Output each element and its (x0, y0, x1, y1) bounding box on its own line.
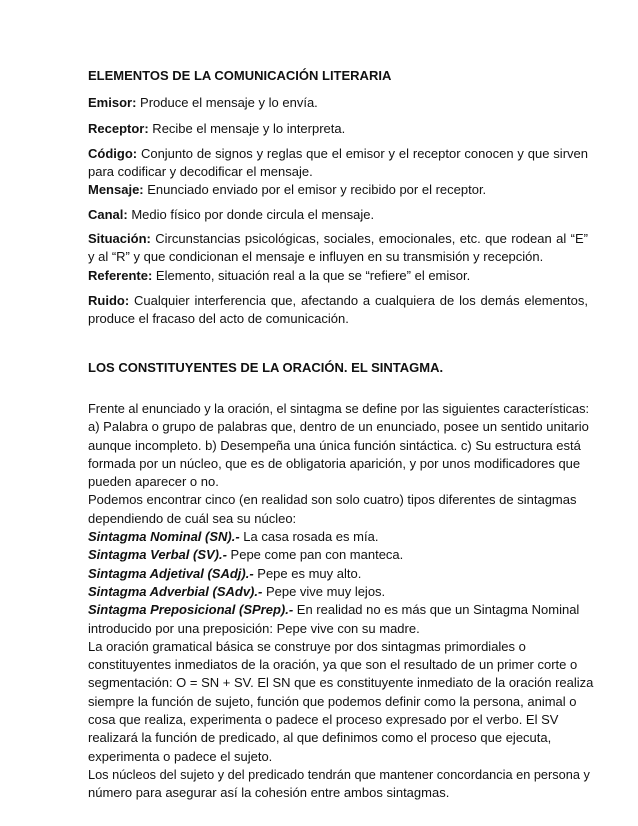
definition-situacion (88, 230, 588, 266)
text-line: dependiendo de cuál sea su núcleo: (88, 510, 297, 526)
definition-emisor (88, 94, 588, 112)
text-line: siempre la función de sujeto, función que podemos definir como la persona, animal o (88, 693, 577, 709)
text-line: número para asegurar así la cohesión entre ambos sintagmas. (88, 785, 450, 801)
definition-text: Cualquier interferencia que, afectando a cualquiera de los demás elementos, produce el fracaso del acto de comunicación. (88, 293, 588, 326)
type-example: Pepe vive muy lejos. (262, 583, 386, 599)
sintagma-type-sprep (88, 601, 593, 619)
term: Código: (88, 146, 138, 161)
type-example: Pepe es muy alto. (253, 565, 362, 581)
term: Emisor: (88, 95, 137, 110)
term: Situación: (88, 231, 151, 246)
definition-text: Recibe el mensaje y lo interpreta. (148, 121, 346, 136)
type-example: La casa rosada es mía. (239, 529, 379, 545)
text-line: Podemos encontrar cinco (en realidad son solo cuatro) tipos diferentes de sintagmas (88, 492, 577, 508)
text-line: Los núcleos del sujeto y del predicado tendrán que mantener concordancia en persona y (88, 766, 590, 782)
term: Canal: (88, 207, 128, 222)
definition-text: Enunciado enviado por el emisor y recibido por el receptor. (143, 182, 487, 197)
text-line: aunque incompleto. b) Desempeña una única función sintáctica. c) Su estructura está (88, 437, 581, 453)
text-line: a) Palabra o grupo de palabras que, dentro de un enunciado, posee un sentido unitario (88, 419, 589, 435)
definition-text: Elemento, situación real a la que se “refiere” el emisor. (152, 268, 471, 283)
type-example: Pepe come pan con manteca. (226, 547, 404, 563)
definition-canal (88, 206, 588, 224)
type-term: Sintagma Adverbial (SAdv).- (88, 583, 263, 599)
definition-text: Medio físico por donde circula el mensaje. (127, 207, 375, 222)
sintagma-type-sn (88, 528, 593, 546)
term: Receptor: (88, 121, 149, 136)
text-line: introducido por una preposición: Pepe vive con su madre. (88, 620, 420, 636)
definition-text: Produce el mensaje y lo envía. (136, 95, 318, 110)
definition-ruido (88, 292, 588, 328)
sintagma-type-sv (88, 546, 593, 564)
text-line: pueden aparecer o no. (88, 474, 219, 490)
definition-receptor (88, 120, 588, 138)
text-line: cosa que realiza, experimenta o padece el proceso expresado por el verbo. El SV (88, 712, 559, 728)
definition-referente (88, 267, 588, 285)
definition-text: Conjunto de signos y reglas que el emisor y el receptor conocen y que sirven para codificar y decodificar el mensaje. (88, 146, 588, 179)
text-line: realizará la función de predicado, al que definimos como el proceso que ejecuta, (88, 730, 552, 746)
text-line: constituyentes inmediatos de la oración, ya que son el resultado de un primer corte o (88, 657, 578, 673)
sintagma-type-sadj (88, 565, 593, 583)
definition-codigo (88, 145, 588, 181)
definition-text: Circunstancias psicológicas, sociales, emocionales, etc. que rodean al “E” y al “R” y que condicionan el mensaje e influyen en su transmisión y recepción. (88, 231, 588, 264)
heading-constituyentes: LOS CONSTITUYENTES DE LA ORACIÓN. EL SINTAGMA. (88, 360, 444, 375)
type-term: Sintagma Verbal (SV).- (88, 547, 227, 563)
text-line: segmentación: O = SN + SV. El SN que es constituyente inmediato de la oración realiza (88, 675, 594, 691)
term: Referente: (88, 268, 153, 283)
term: Ruido: (88, 293, 130, 308)
type-term: Sintagma Preposicional (SPrep).- (88, 602, 294, 618)
text-line: La oración gramatical básica se construye por dos sintagmas primordiales o (88, 638, 526, 654)
definition-mensaje (88, 181, 588, 199)
sintagma-type-sadv (88, 583, 593, 601)
text-line: Frente al enunciado y la oración, el sintagma se define por las siguientes características: (88, 401, 590, 416)
heading-elementos: ELEMENTOS DE LA COMUNICACIÓN LITERARIA (88, 68, 392, 83)
type-example: En realidad no es más que un Sintagma Nominal (293, 602, 580, 618)
type-term: Sintagma Nominal (SN).- (88, 529, 240, 545)
term: Mensaje: (88, 182, 144, 197)
type-term: Sintagma Adjetival (SAdj).- (88, 565, 254, 581)
sintagma-section (88, 400, 593, 803)
text-line: experimenta o padece el sujeto. (88, 748, 273, 764)
text-line: formada por un núcleo, que es de obligatoria aparición, y por unos modificadores que (88, 455, 581, 471)
